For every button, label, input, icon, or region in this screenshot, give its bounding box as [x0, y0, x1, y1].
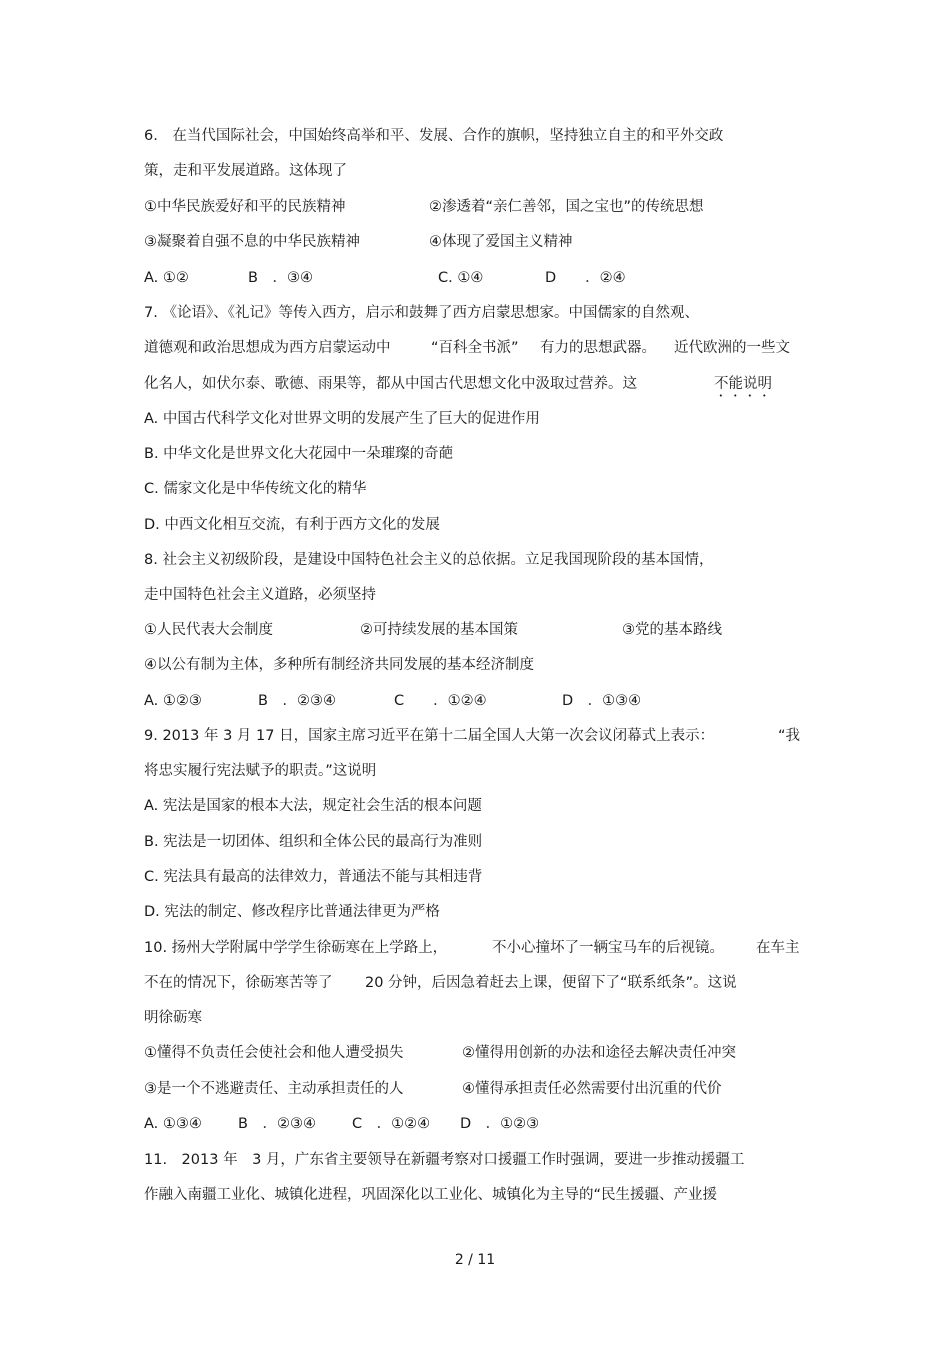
q9-stem-line-1	[144, 726, 806, 746]
q6-answer-choices	[144, 268, 804, 288]
q10-choice-b: B ．②③④	[238, 1116, 316, 1132]
q7-emphasized-phrase: 不能说明	[714, 376, 772, 392]
q7-choice-d: D. 中西文化相互交流，有利于西方文化的发展	[144, 517, 440, 533]
q8-option-4: ④以公有制为主体，多种所有制经济共同发展的基本经济制度	[144, 657, 534, 673]
q6-options-row-1	[144, 197, 804, 217]
q10-stem-line-1-part-1: 10. 扬州大学附属中学学生徐砺寒在上学路上，	[144, 940, 448, 956]
q6-option-3: ③凝聚着自强不息的中华民族精神	[144, 234, 360, 250]
q7-stem-line-2-part-3: 有力的思想武器。	[540, 340, 656, 356]
q8-option-2: ②可持续发展的基本国策	[360, 622, 518, 638]
q7-stem-line-2-part-2: “百科全书派”	[431, 340, 519, 356]
q10-option-4: ④懂得承担责任必然需要付出沉重的代价	[462, 1081, 722, 1097]
q6-stem-line-1: 6. 在当代国际社会，中国始终高举和平、发展、合作的旗帜，坚持独立自主的和平外交政	[144, 128, 724, 144]
q6-stem-line-2: 策，走和平发展道路。这体现了	[144, 163, 347, 179]
q7-choice-c: C. 儒家文化是中华传统文化的精华	[144, 481, 367, 497]
q10-stem-line-1-part-3: 在车主	[756, 940, 800, 956]
q9-stem-line-2: 将忠实履行宪法赋予的职责。”这说明	[144, 763, 377, 779]
q8-answer-choices	[144, 691, 806, 711]
q8-choice-c: C ．①②④	[394, 693, 487, 709]
q10-choice-c: C ．①②④	[352, 1116, 431, 1132]
q10-stem-line-2-part-2: 20 分钟，后因急着赶去上课，便留下了“联系纸条”。这说	[365, 975, 737, 991]
q10-stem-line-2-part-1: 不在的情况下，徐砺寒苦等了	[144, 975, 333, 991]
q7-stem-line-1: 7. 《论语》、《礼记》等传入西方，启示和鼓舞了西方启蒙思想家。中国儒家的自然观、	[144, 305, 699, 321]
q9-stem-line-1-part-1: 9. 2013 年 3 月 17 日，国家主席习近平在第十二届全国人大第一次会议闭幕式上表示：	[144, 728, 715, 744]
q11-stem-line-1: 11. 2013 年 3 月，广东省主要领导在新疆考察对口援疆工作时强调，要进一步推动援疆工	[144, 1152, 745, 1168]
q8-choice-d: D ．①③④	[562, 693, 642, 709]
q7-stem-line-2-part-1: 道德观和政治思想成为西方启蒙运动中	[144, 340, 391, 356]
q9-choice-c: C. 宪法具有最高的法律效力，普通法不能与其相违背	[144, 869, 483, 885]
q8-choice-a: A. ①②③	[144, 693, 202, 709]
q9-stem-line-1-part-2: “我	[778, 728, 801, 744]
q10-choice-d: D ．①②③	[460, 1116, 540, 1132]
q7-stem-line-2	[144, 338, 806, 358]
q7-choice-b: B. 中华文化是世界文化大花园中一朵璀璨的奇葩	[144, 446, 454, 462]
q8-option-3: ③党的基本路线	[622, 622, 722, 638]
q6-choice-a: A. ①②	[144, 270, 189, 286]
q11-stem-line-2: 作融入南疆工业化、城镇化进程，巩固深化以工业化、城镇化为主导的“民生援疆、产业援	[144, 1187, 718, 1203]
q10-answer-choices	[144, 1114, 806, 1134]
q10-stem-line-1	[144, 938, 806, 958]
q7-stem-line-3	[144, 374, 806, 394]
q7-choice-a: A. 中国古代科学文化对世界文明的发展产生了巨大的促进作用	[144, 411, 540, 427]
q9-choice-a: A. 宪法是国家的根本大法，规定社会生活的根本问题	[144, 798, 482, 814]
q10-option-2: ②懂得用创新的办法和途径去解决责任冲突	[462, 1045, 736, 1061]
q6-option-2: ②渗透着“亲仁善邻，国之宝也”的传统思想	[429, 199, 704, 215]
q10-option-1: ①懂得不负责任会使社会和他人遭受损失	[144, 1045, 404, 1061]
q6-choice-c: C. ①④	[438, 270, 484, 286]
q9-choice-b: B. 宪法是一切团体、组织和全体公民的最高行为准则	[144, 834, 483, 850]
q7-stem-line-2-part-4: 近代欧洲的一些文	[674, 340, 790, 356]
q6-option-4: ④体现了爱国主义精神	[429, 234, 573, 250]
q7-stem-line-3-part-1: 化名人，如伏尔泰、歌德、雨果等，都从中国古代思想文化中汲取过营养。这	[144, 376, 637, 392]
q6-choice-b: B ．③④	[248, 270, 313, 286]
q10-stem-line-2	[144, 973, 806, 993]
q10-option-3: ③是一个不逃避责任、主动承担责任的人	[144, 1081, 404, 1097]
q8-options-row-1	[144, 620, 806, 640]
q8-choice-b: B ．②③④	[258, 693, 336, 709]
q10-stem-line-3: 明徐砺寒	[144, 1010, 202, 1026]
q6-choice-d: D ．②④	[545, 270, 626, 286]
q6-options-row-2	[144, 232, 804, 252]
q10-choice-a: A. ①③④	[144, 1116, 202, 1132]
q8-stem-line-1: 8. 社会主义初级阶段，是建设中国特色社会主义的总依据。立足我国现阶段的基本国情，	[144, 552, 714, 568]
page-number: 2 / 11	[454, 1252, 496, 1268]
q8-option-1: ①人民代表大会制度	[144, 622, 273, 638]
q8-stem-line-2: 走中国特色社会主义道路，必须坚持	[144, 587, 376, 603]
q10-options-row-1	[144, 1043, 806, 1063]
q10-options-row-2	[144, 1079, 806, 1099]
q10-stem-line-1-part-2: 不小心撞坏了一辆宝马车的后视镜。	[492, 940, 724, 956]
q6-option-1: ①中华民族爱好和平的民族精神	[144, 199, 346, 215]
q9-choice-d: D. 宪法的制定、修改程序比普通法律更为严格	[144, 904, 440, 920]
